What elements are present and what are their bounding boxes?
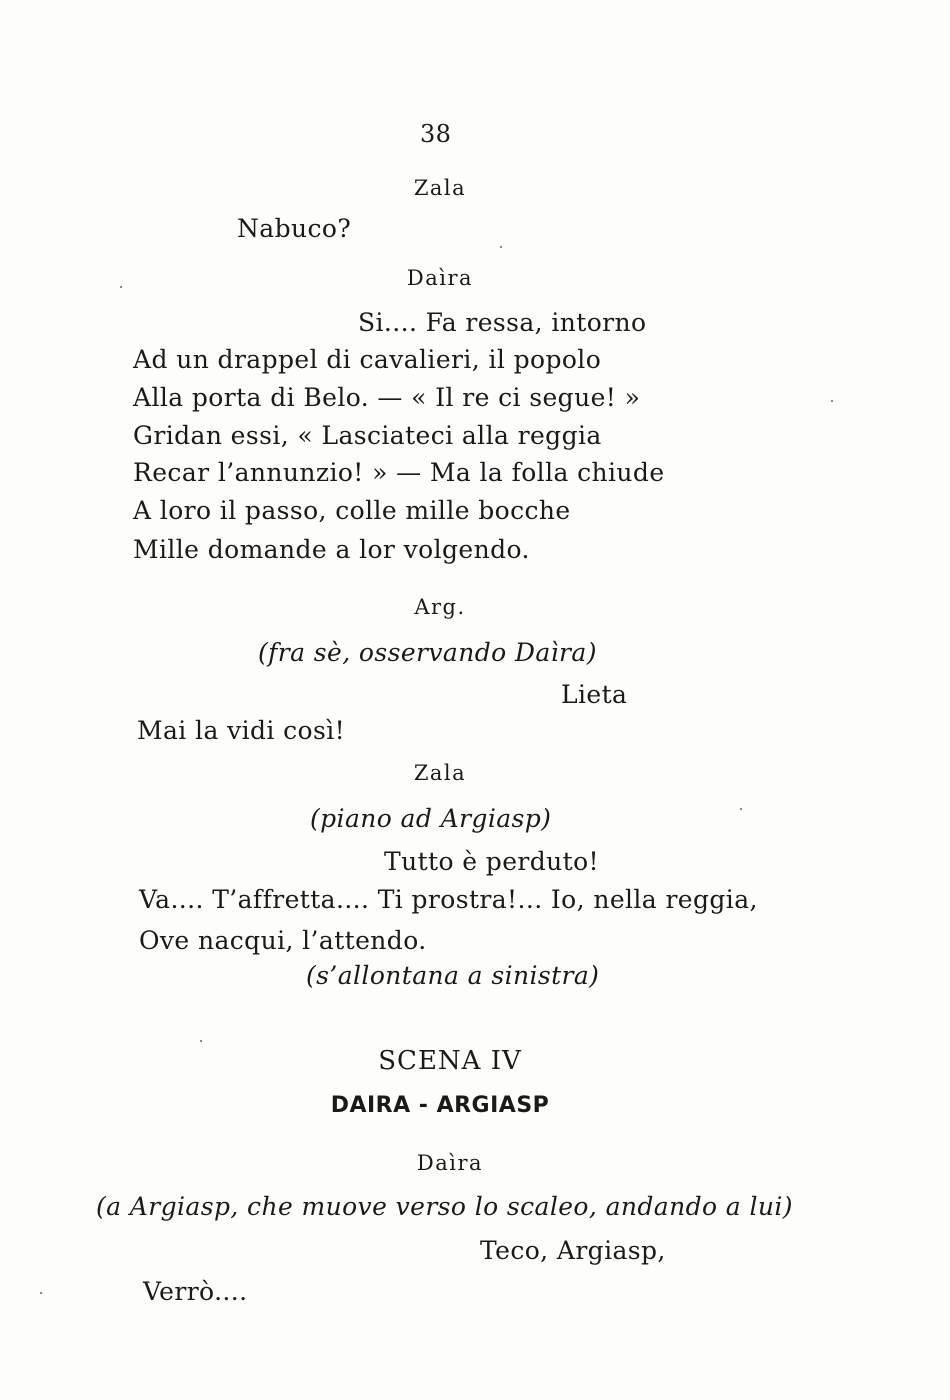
scene-heading: SCENA IV [378, 1046, 522, 1076]
verse-line: Verrò.... [143, 1277, 248, 1306]
speaker-zala: Zala [413, 176, 467, 200]
paper-speck [200, 1040, 202, 1042]
verse-line: Lieta [561, 680, 628, 709]
scene-characters: DAIRA - ARGIASP [330, 1093, 550, 1118]
paper-speck [120, 286, 122, 288]
speaker-zala: Zala [413, 761, 467, 785]
verse-line: Mai la vidi così! [137, 716, 346, 745]
page-number: 38 [420, 120, 452, 148]
verse-line: Nabuco? [237, 214, 352, 243]
verse-line: Si.... Fa ressa, intorno [358, 308, 647, 337]
paper-speck [831, 400, 833, 402]
stage-direction: (fra sè, osservando Daìra) [258, 638, 597, 667]
stage-direction: (s’allontana a sinistra) [306, 961, 600, 990]
stage-direction: (piano ad Argiasp) [310, 804, 552, 833]
verse-line: Gridan essi, « Lasciateci alla reggia [133, 421, 602, 450]
paper-speck [40, 1292, 42, 1294]
verse-line: Va.... T’affretta.... Ti prostra!... Io, nella reggia, [139, 885, 758, 914]
verse-line: Ad un drappel di cavalieri, il popolo [133, 345, 602, 374]
paper-speck [500, 246, 502, 248]
verse-line: Alla porta di Belo. — « Il re ci segue! » [133, 383, 641, 412]
verse-line: A loro il passo, colle mille bocche [133, 496, 571, 525]
verse-line: Tutto è perduto! [384, 847, 600, 876]
paper-speck [740, 808, 742, 810]
verse-line: Recar l’annunzio! » — Ma la folla chiude [133, 458, 665, 487]
verse-line: Teco, Argiasp, [480, 1236, 666, 1265]
speaker-arg: Arg. [414, 595, 466, 619]
verse-line: Mille domande a lor volgendo. [133, 535, 530, 564]
speaker-daira: Daìra [416, 1151, 484, 1175]
stage-direction: (a Argiasp, che muove verso lo scaleo, andando a lui) [96, 1192, 793, 1221]
speaker-daira: Daìra [406, 266, 474, 290]
verse-line: Ove nacqui, l’attendo. [139, 926, 427, 955]
